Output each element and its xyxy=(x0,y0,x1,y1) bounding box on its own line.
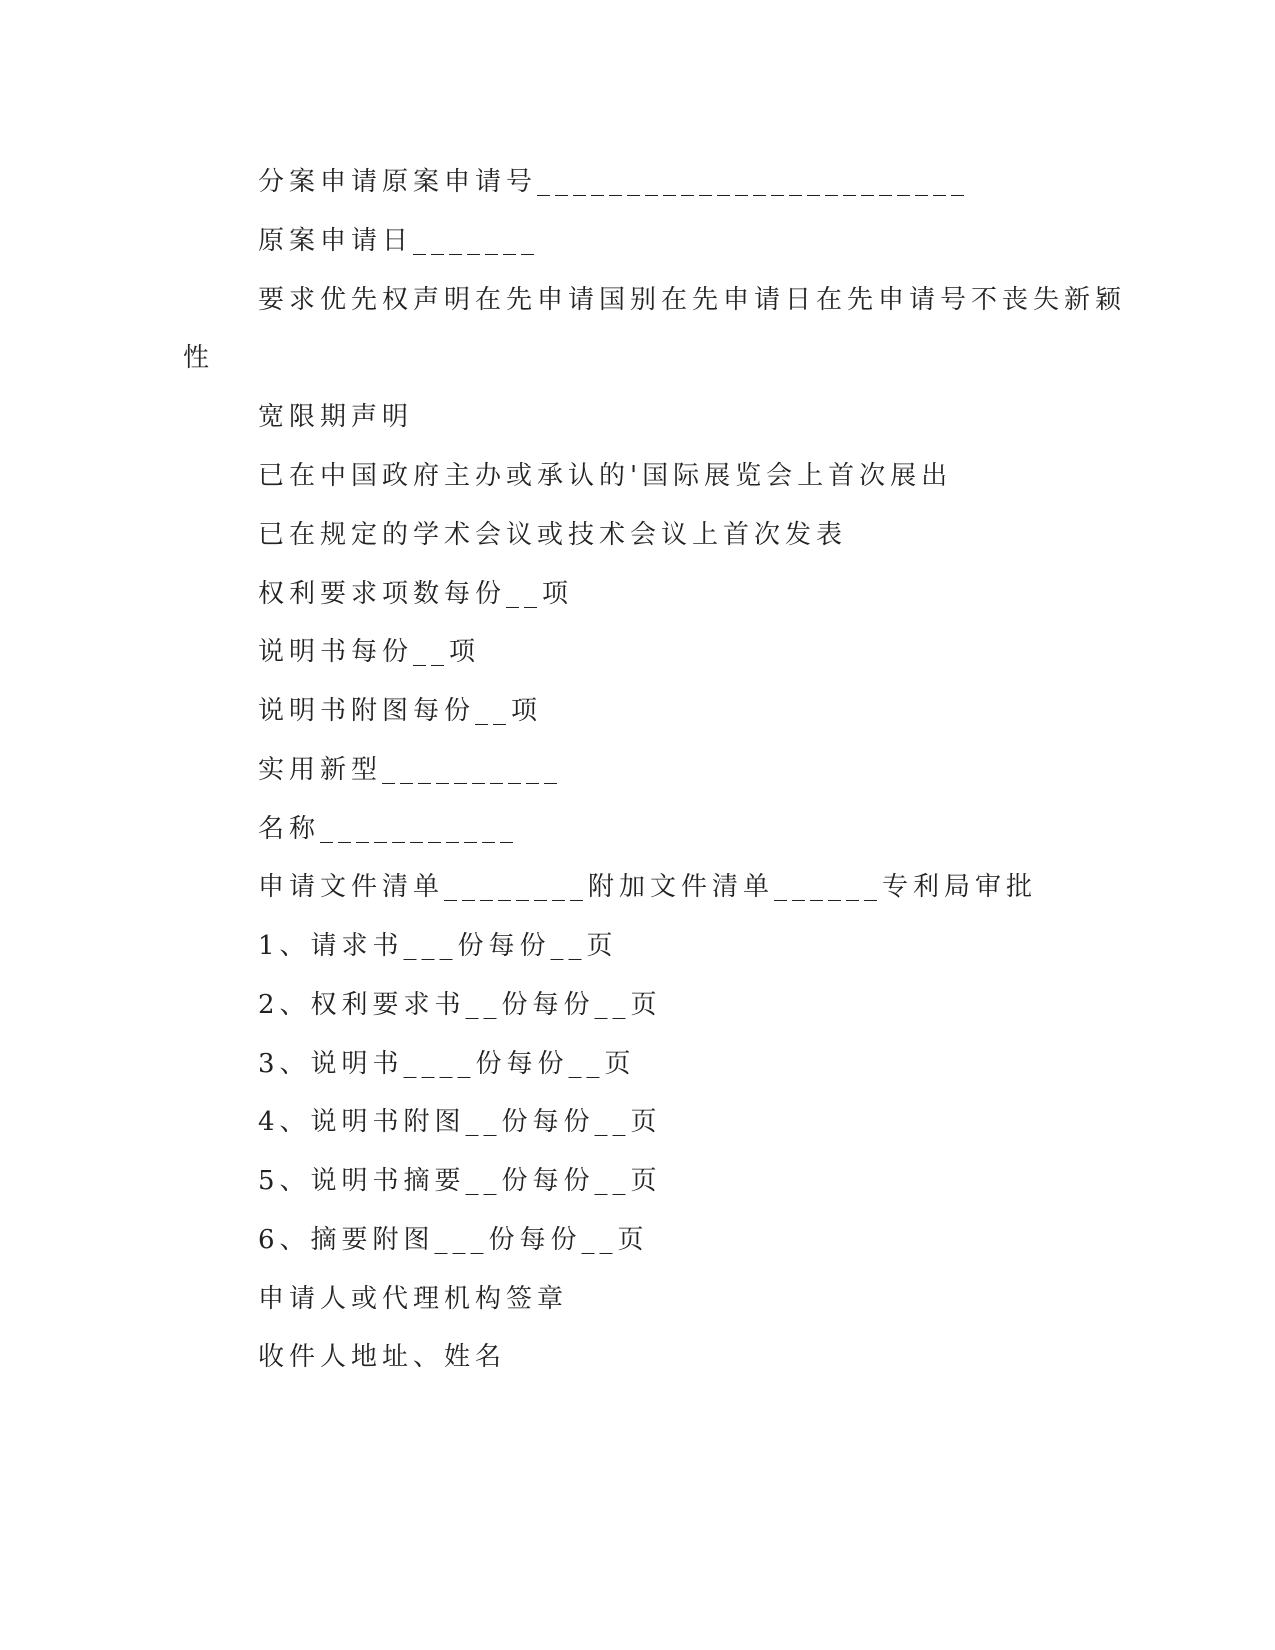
utility-model-line: 实用新型__________ xyxy=(258,755,563,785)
original-application-date-line: 原案申请日_______ xyxy=(258,226,540,256)
drawings-count-line: 说明书附图每份__项 xyxy=(258,696,543,726)
list-item-abstract: 5、说明书摘要__份每份__页 xyxy=(258,1166,662,1196)
signature-line: 申请人或代理机构签章 xyxy=(258,1284,569,1314)
claims-count-line: 权利要求项数每份__项 xyxy=(258,579,574,609)
priority-claim-line: 要求优先权声明在先申请国别在先申请日在先申请号不丧失新颖 xyxy=(258,285,1127,315)
list-item-claims: 2、权利要求书__份每份__页 xyxy=(258,990,662,1020)
grace-period-declaration: 宽限期声明 xyxy=(258,402,414,432)
conference-declaration: 已在规定的学术会议或技术会议上首次发表 xyxy=(258,520,848,550)
list-item-abstract-drawings: 6、摘要附图___份每份__页 xyxy=(258,1225,649,1255)
list-item-drawings: 4、说明书附图__份每份__页 xyxy=(258,1107,662,1137)
description-count-line: 说明书每份__项 xyxy=(258,637,481,667)
recipient-address-line: 收件人地址、姓名 xyxy=(258,1342,507,1372)
exhibition-declaration: 已在中国政府主办或承认的'国际展览会上首次展出 xyxy=(258,461,953,491)
list-item-description: 3、说明书____份每份__页 xyxy=(258,1049,636,1079)
document-list-line: 申请文件清单________附加文件清单______专利局审批 xyxy=(258,872,1038,902)
priority-claim-line-continued: 性 xyxy=(183,343,215,373)
original-application-number-line: 分案申请原案申请号________________________ xyxy=(258,167,970,197)
list-item-request: 1、请求书___份每份__页 xyxy=(258,931,618,961)
title-line: 名称___________ xyxy=(258,814,519,844)
